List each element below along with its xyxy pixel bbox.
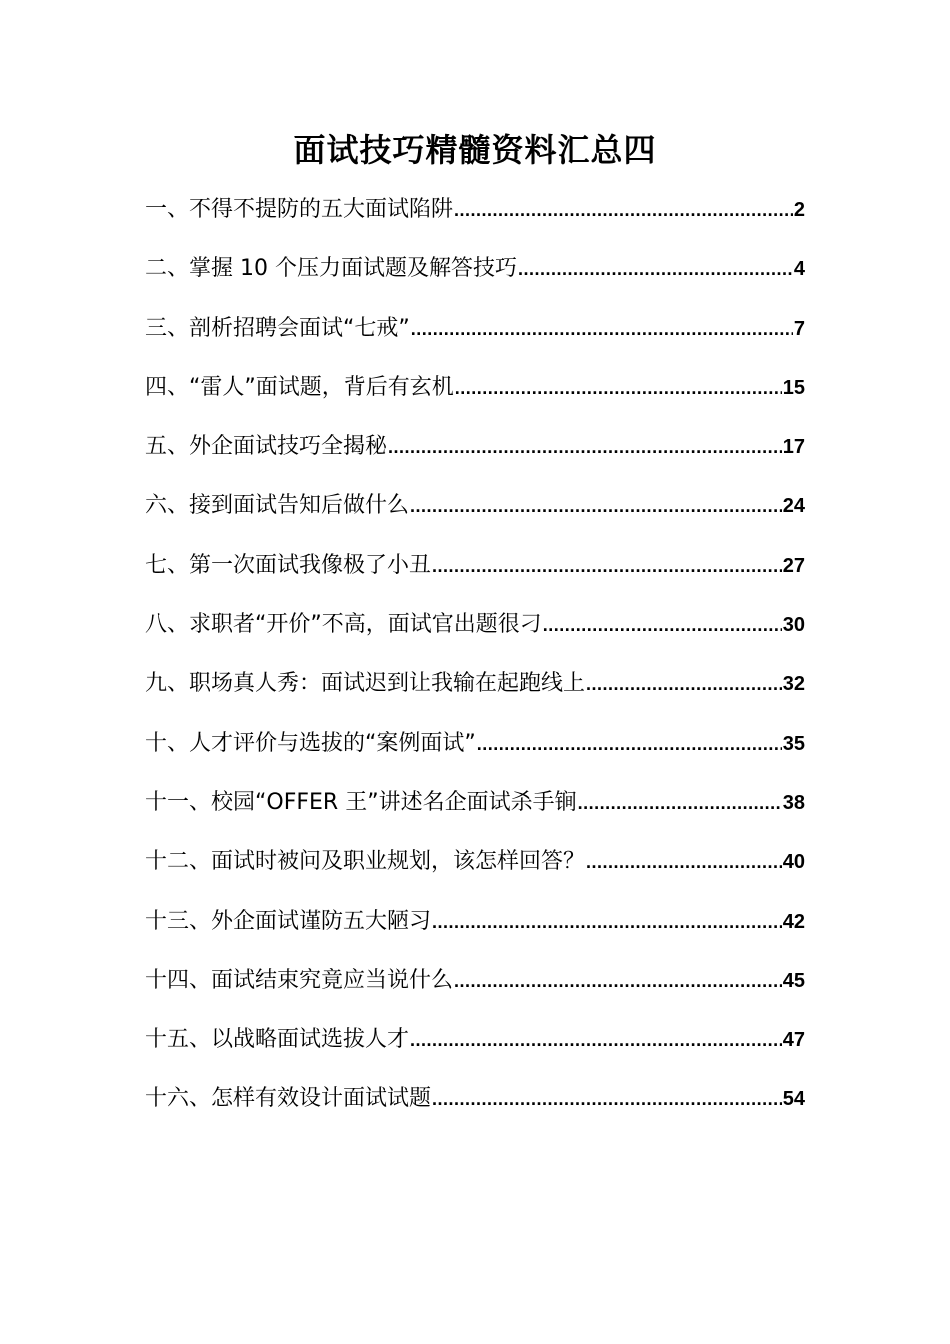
toc-dot-leader (388, 427, 782, 467)
toc-dot-leader (543, 605, 782, 645)
toc-page-number: 40 (782, 851, 805, 874)
toc-entry[interactable] (145, 724, 805, 783)
toc-dot-leader (432, 1079, 782, 1119)
toc-entry[interactable] (145, 546, 805, 605)
toc-page-number: 54 (782, 1088, 805, 1111)
toc-dot-leader (454, 961, 782, 1001)
toc-entry-title: 三、剖析招聘会面试“七戒” (145, 315, 410, 341)
toc-entry-title: 八、求职者“开价”不高，面试官出题很刁 (145, 612, 542, 638)
toc-dot-leader (411, 309, 793, 349)
toc-dot-leader (586, 664, 782, 704)
toc-entry-title: 十五、以战略面试选拔人才 (145, 1027, 410, 1053)
toc-dot-leader (432, 546, 782, 586)
toc-entry-title: 六、接到面试告知后做什么 (145, 493, 410, 519)
toc-dot-leader (477, 724, 782, 764)
toc-page-number: 35 (782, 732, 805, 755)
toc-entry[interactable] (145, 1079, 805, 1138)
toc-entry-title: 十一、校园“OFFER 王”讲述名企面试杀手锏 (145, 789, 577, 815)
toc-entry[interactable] (145, 368, 805, 427)
toc-entry[interactable] (145, 486, 805, 545)
toc-page-number: 4 (793, 258, 805, 281)
toc-dot-leader (432, 902, 782, 942)
toc-entry[interactable] (145, 842, 805, 901)
toc-dot-leader (455, 368, 782, 408)
toc-page-number: 24 (782, 495, 805, 518)
toc-page-number: 32 (782, 673, 805, 696)
toc-entry-title: 七、第一次面试我像极了小丑 (145, 552, 432, 578)
toc-dot-leader (586, 842, 782, 882)
toc-page-number: 45 (782, 969, 805, 992)
document-title: 面试技巧精髓资料汇总四 (293, 131, 657, 169)
toc-entry-title: 五、外企面试技巧全揭秘 (145, 434, 388, 460)
toc-page-number: 38 (782, 791, 805, 814)
toc-page-number: 42 (782, 910, 805, 933)
toc-entry[interactable] (145, 783, 805, 842)
toc-entry[interactable] (145, 1020, 805, 1079)
toc-page-number: 27 (782, 554, 805, 577)
toc-entry-title: 十三、外企面试谨防五大陋习 (145, 908, 432, 934)
toc-entry[interactable] (145, 190, 805, 249)
toc-page-number: 47 (782, 1029, 805, 1052)
toc-dot-leader (578, 783, 782, 823)
toc-entry-title: 十二、面试时被问及职业规划，该怎样回答？ (145, 849, 586, 875)
toc-page-number: 30 (782, 614, 805, 637)
toc-page-number: 15 (782, 376, 805, 399)
toc-entry[interactable] (145, 309, 805, 368)
toc-dot-leader (410, 1020, 782, 1060)
toc-entry-title: 九、职场真人秀：面试迟到让我输在起跑线上 (145, 671, 586, 697)
toc-entry-title: 二、掌握 10 个压力面试题及解答技巧 (145, 256, 517, 282)
toc-entry-title: 十四、面试结束究竟应当说什么 (145, 967, 454, 993)
toc-dot-leader (454, 190, 793, 230)
toc-dot-leader (518, 249, 793, 289)
toc-page-number: 2 (793, 199, 805, 221)
toc-entry[interactable] (145, 249, 805, 308)
toc-page-number: 17 (782, 436, 805, 459)
table-of-contents (145, 190, 805, 1139)
toc-dot-leader (410, 486, 782, 526)
toc-entry-title: 十六、怎样有效设计面试试题 (145, 1086, 432, 1112)
toc-entry[interactable] (145, 902, 805, 961)
toc-entry-title: 一、不得不提防的五大面试陷阱 (145, 197, 454, 222)
toc-entry[interactable] (145, 664, 805, 723)
toc-entry-title: 四、“雷人”面试题，背后有玄机 (145, 374, 454, 400)
toc-entry[interactable] (145, 961, 805, 1020)
toc-entry[interactable] (145, 605, 805, 664)
toc-entry[interactable] (145, 427, 805, 486)
toc-entry-title: 十、人才评价与选拔的“案例面试” (145, 730, 476, 756)
toc-page-number: 7 (793, 317, 805, 340)
